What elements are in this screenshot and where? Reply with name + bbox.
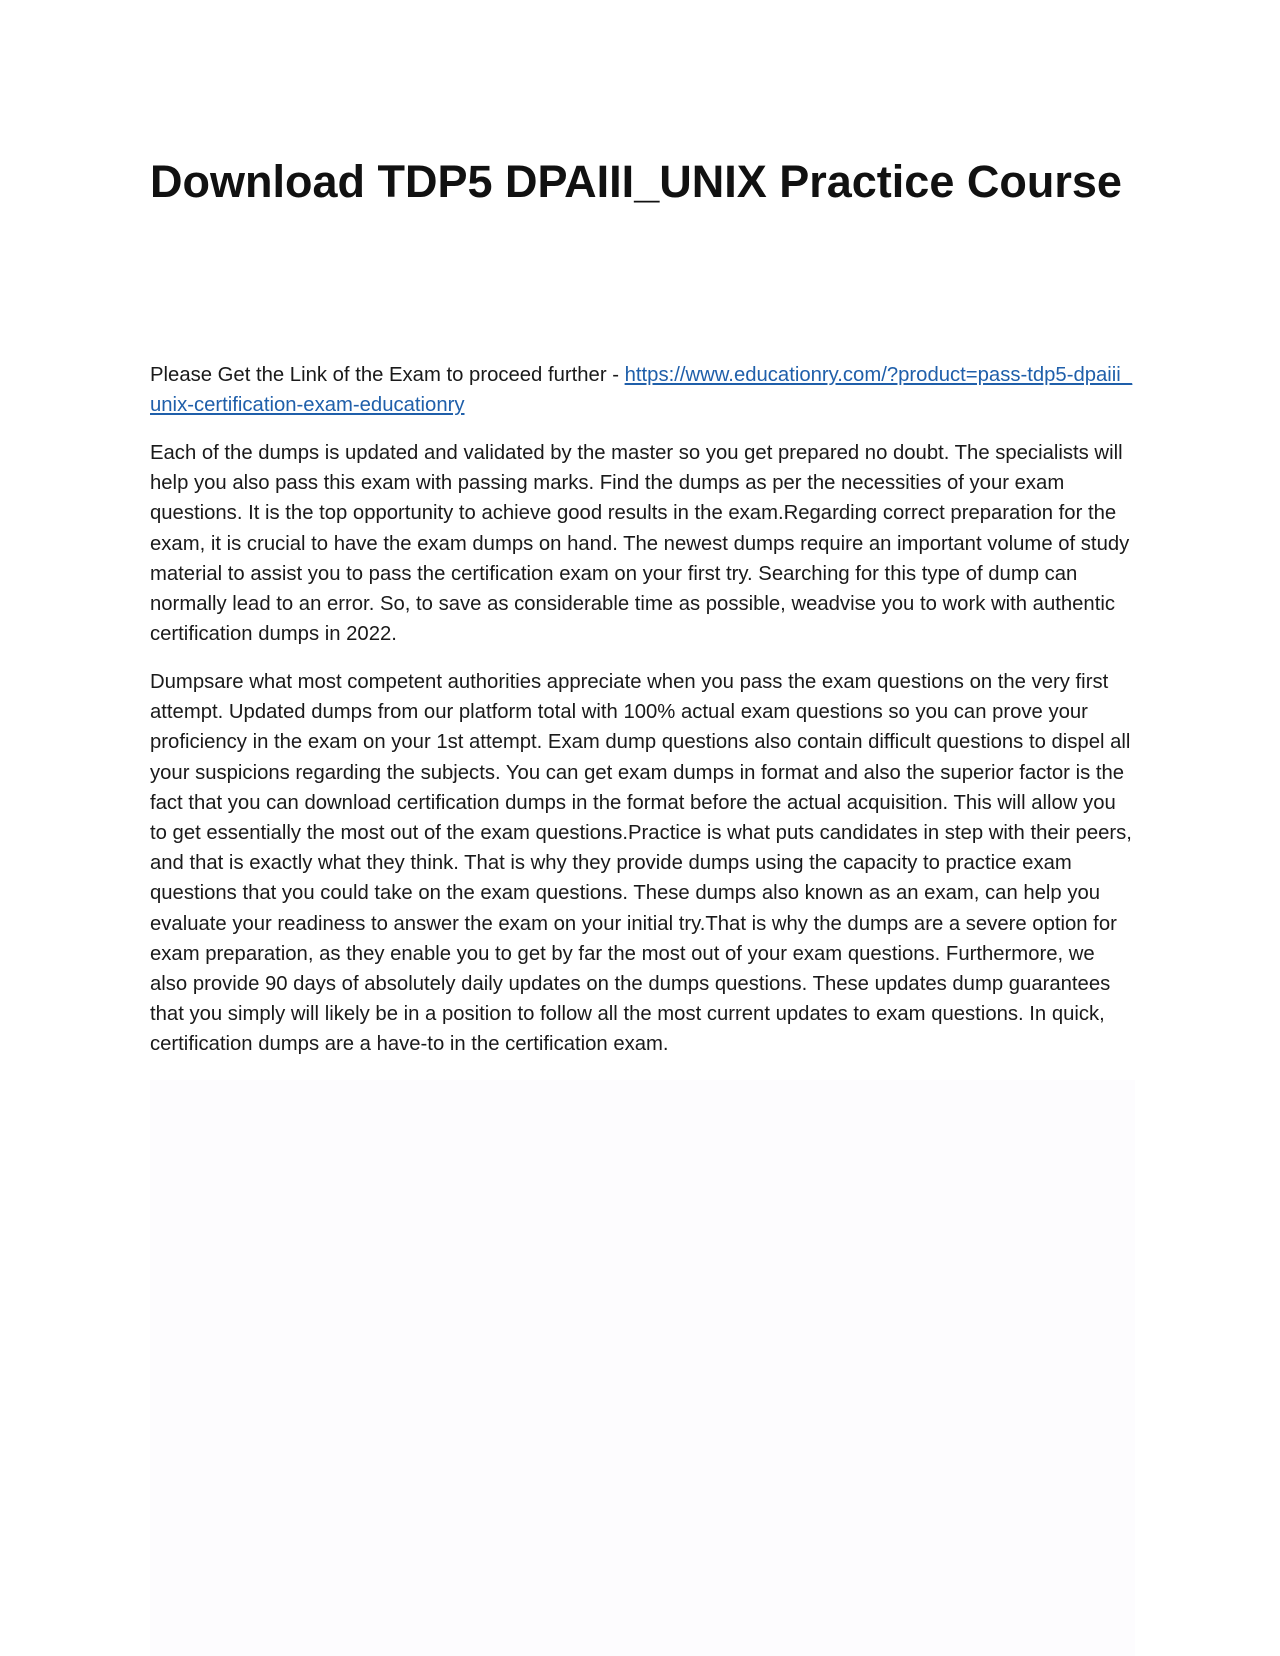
exam-link-paragraph <box>150 360 1135 420</box>
exam-link[interactable]: https://www.educationry.com/?product=pass-tdp5-dpaiii_unix-certification-exam-educationry <box>150 364 1133 416</box>
link-intro-text: Please Get the Link of the Exam to proceed further - <box>150 364 625 386</box>
body-paragraph-2: Dumpsare what most competent authorities appreciate when you pass the exam questions on the very first attempt. Updated dumps from our platform total with 100% actual exam questions so you can prove your proficiency in the exam on your 1st attempt. Exam dump questions also contain difficult questions to dispel all your suspicions regarding the subjects. You can get exam dumps in format and also the superior factor is the fact that you can download certification dumps in the format before the actual acquisition. This will allow you to get essentially the most out of the exam questions.Practice is what puts candidates in step with their peers, and that is exactly what they think. That is why they provide dumps using the capacity to practice exam questions that you could take on the exam questions. These dumps also known as an exam, can help you evaluate your readiness to answer the exam on your initial try.That is why the dumps are a severe option for exam preparation, as they enable you to get by far the most out of your exam questions. Furthermore, we also provide 90 days of absolutely daily updates on the dumps questions. These updates dump guarantees that you simply will likely be in a position to follow all the most current updates to exam questions. In quick, certification dumps are a have-to in the certification exam. <box>150 671 1132 1056</box>
page-title: Download TDP5 DPAIII_UNIX Practice Course <box>150 156 1122 207</box>
page-background-panel <box>150 1080 1135 1656</box>
body-paragraph-1: Each of the dumps is updated and validated by the master so you get prepared no doubt. The specialists will help you also pass this exam with passing marks. Find the dumps as per the necessities of your exam questions. It is the top opportunity to achieve good results in the exam.Regarding correct preparation for the exam, it is crucial to have the exam dumps on hand. The newest dumps require an important volume of study material to assist you to pass the certification exam on your first try. Searching for this type of dump can normally lead to an error. So, to save as considerable time as possible, weadvise you to work with authentic certification dumps in 2022. <box>150 442 1130 646</box>
